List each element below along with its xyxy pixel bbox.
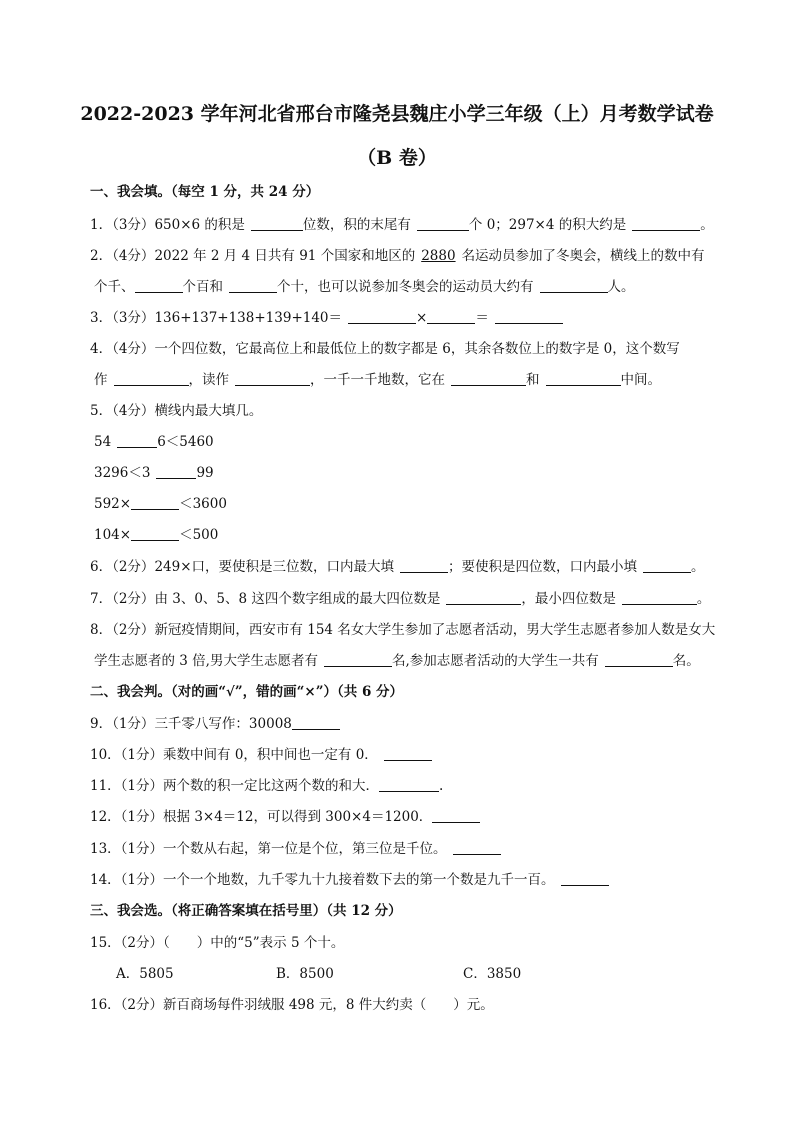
- answer-blank[interactable]: [292, 715, 340, 730]
- question-5-row-4: 104× ＜500: [94, 527, 219, 543]
- question-number: 12．（1分）: [90, 809, 164, 825]
- answer-blank[interactable]: [114, 371, 189, 386]
- question-3: 3．（3分）136+137+138+139+140＝ × ＝: [90, 308, 730, 328]
- question-number: 7．（2分）: [90, 591, 155, 607]
- answer-blank[interactable]: [156, 464, 196, 479]
- question-1: 1．（3分）650×6 的积是 位数，积的末尾有 个 0；297×4 的积大约是 。: [90, 217, 714, 233]
- answer-blank[interactable]: [432, 808, 480, 823]
- answer-blank[interactable]: [379, 777, 439, 792]
- question-number: 1．（3分）: [90, 217, 155, 233]
- question-number: 8．（2分）: [90, 622, 155, 638]
- question-number: 10．（1分）: [90, 747, 164, 763]
- answer-blank[interactable]: [384, 746, 432, 761]
- question-number: 9．（1分）: [90, 716, 155, 732]
- answer-blank[interactable]: [235, 371, 310, 386]
- section-2-heading: 二、我会判。（对的画“√”，错的画“×”）（共 6 分）: [90, 684, 404, 700]
- question-5-row-2: 3296＜3 99: [94, 465, 214, 481]
- question-4: 4．（4分）一个四位数，它最高位上和最低位上的数字都是 6，其余各数位上的数字是 0，这个数写: [90, 341, 680, 357]
- answer-blank[interactable]: [251, 216, 303, 231]
- question-4-continued: 作 ，读作 ，一千一千地数，它在 和 中间。: [94, 372, 661, 388]
- answer-blank[interactable]: [229, 278, 277, 293]
- question-number: 3．（3分）: [90, 310, 155, 326]
- question-number: 14．（1分）: [90, 872, 164, 888]
- question-number: 11．（1分）: [90, 778, 164, 794]
- answer-blank[interactable]: [131, 526, 179, 541]
- question-5-row-3: 592× ＜3600: [94, 496, 227, 512]
- question-number: 6．（2分）: [90, 559, 155, 575]
- answer-blank[interactable]: [643, 558, 691, 573]
- answer-blank[interactable]: [451, 371, 526, 386]
- question-6: 6．（2分）249×口，要使积是三位数，口内最大填 ；要使积是四位数，口内最小填 。: [90, 559, 705, 575]
- question-11: 11．（1分）两个数的积一定比这两个数的和大． .: [90, 778, 444, 794]
- section-1-heading: 一、我会填。（每空 1 分，共 24 分）: [90, 184, 320, 200]
- underlined-number: 2880: [421, 248, 456, 264]
- answer-blank[interactable]: [453, 840, 501, 855]
- question-13: 13．（1分）一个数从右起，第一位是个位，第三位是千位。: [90, 839, 730, 859]
- question-8: 8．（2分）新冠疫情期间，西安市有 154 名女大学生参加了志愿者活动，男大学生志愿者参加人数是女大: [90, 622, 716, 638]
- question-5: 5．（4分）横线内最大填几。: [90, 403, 263, 419]
- question-2: 2．（4分）2022 年 2 月 4 日共有 91 个国家和地区的 2880 名运动员参加了冬奥会，横线上的数中有: [90, 248, 705, 264]
- question-number: 4．（4分）: [90, 341, 155, 357]
- answer-blank[interactable]: [131, 495, 179, 510]
- answer-blank[interactable]: [561, 871, 609, 886]
- answer-blank[interactable]: [117, 433, 157, 448]
- answer-blank[interactable]: [324, 652, 392, 667]
- question-8-continued: 学生志愿者的 3 倍,男大学生志愿者有 名,参加志愿者活动的大学生一共有 名。: [94, 653, 700, 669]
- question-number: 13．（1分）: [90, 841, 164, 857]
- option-b[interactable]: B．8500: [276, 966, 334, 982]
- question-5-row-1: 54 6＜5460: [94, 434, 214, 450]
- question-2-continued: 个千、 个百和 个十，也可以说参加冬奥会的运动员大约有 人。: [94, 279, 635, 295]
- answer-blank[interactable]: [622, 590, 697, 605]
- question-7: 7．（2分）由 3、0、5、8 这四个数字组成的最大四位数是 ，最小四位数是 。: [90, 591, 711, 607]
- option-c[interactable]: C．3850: [463, 966, 522, 982]
- question-12: 12．（1分）根据 3×4＝12，可以得到 300×4＝1200．: [90, 807, 730, 827]
- answer-blank[interactable]: [348, 309, 416, 324]
- question-number: 16．（2分）: [90, 997, 164, 1013]
- question-number: 2．（4分）: [90, 248, 155, 264]
- question-9: 9．（1分）三千零八写作：30008: [90, 714, 730, 734]
- answer-blank[interactable]: [540, 278, 608, 293]
- question-16: 16．（2分）新百商场每件羽绒服 498 元，8 件大约卖（ ）元。: [90, 997, 494, 1013]
- question-15-options: [116, 964, 756, 984]
- option-a[interactable]: A．5805: [116, 966, 174, 982]
- question-number: 15．（2分）: [90, 935, 164, 951]
- exam-subtitle: （B 卷）: [357, 147, 437, 169]
- question-15: 15．（2分）（ ）中的“5”表示 5 个十。: [90, 935, 345, 951]
- answer-blank[interactable]: [135, 278, 183, 293]
- question-number: 5．（4分）: [90, 403, 155, 419]
- answer-blank[interactable]: [605, 652, 673, 667]
- answer-blank[interactable]: [427, 309, 475, 324]
- question-14: 14．（1分）一个一个地数，九千零九十九接着数下去的第一个数是九千一百。: [90, 870, 730, 890]
- answer-blank[interactable]: [400, 558, 448, 573]
- exam-title: 2022-2023 学年河北省邢台市隆尧县魏庄小学三年级（上）月考数学试卷: [80, 103, 714, 125]
- answer-blank[interactable]: [495, 309, 563, 324]
- section-3-heading: 三、我会选。（将正确答案填在括号里）（共 12 分）: [90, 903, 402, 919]
- answer-blank[interactable]: [417, 216, 469, 231]
- answer-blank[interactable]: [446, 590, 521, 605]
- answer-blank[interactable]: [632, 216, 700, 231]
- question-10: 10．（1分）乘数中间有 0，积中间也一定有 0．: [90, 745, 730, 765]
- answer-blank[interactable]: [546, 371, 621, 386]
